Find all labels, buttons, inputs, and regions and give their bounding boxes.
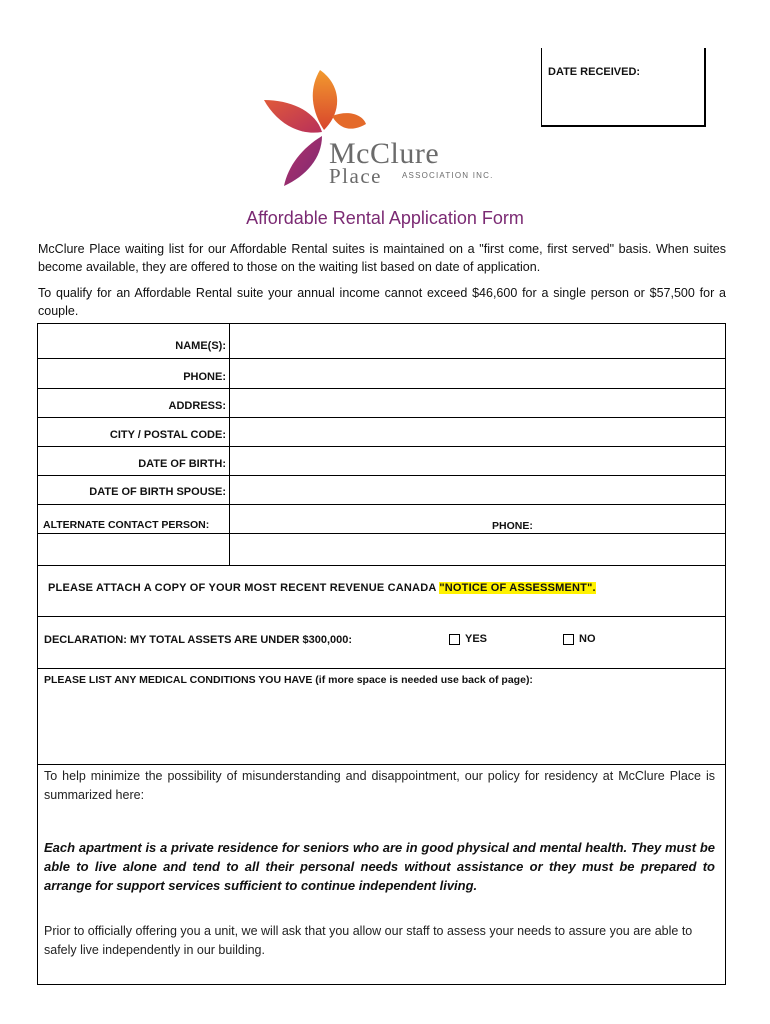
date-received-box[interactable]: [541, 48, 706, 127]
alternate-contact-field[interactable]: [38, 534, 229, 565]
logo-name-line1: McClure: [329, 137, 440, 170]
attach-notice-text: PLEASE ATTACH A COPY OF YOUR MOST RECENT REVENUE CANADA: [48, 582, 440, 594]
declaration-label: DECLARATION: MY TOTAL ASSETS ARE UNDER $300,000:: [44, 634, 353, 646]
dob-spouse-field[interactable]: [230, 476, 725, 504]
intro-paragraph-2: To qualify for an Affordable Rental suite your annual income cannot exceed $46,600 for a single person or $57,500 for a couple.: [38, 286, 726, 318]
row-divider: [38, 504, 725, 505]
phone-field[interactable]: [230, 359, 725, 388]
logo-subtitle: ASSOCIATION INC.: [402, 171, 494, 180]
policy-emphasis: Each apartment is a private residence for seniors who are in good physical and mental health. They must be able to live alone and tend to all their personal needs without assistance or they must be prepared to arrange for support services sufficient to continue independent living.: [44, 840, 715, 893]
policy-intro: To help minimize the possibility of misunderstanding and disappointment, our policy for residency at McClure Place is summarized here:: [44, 769, 715, 802]
checkbox-icon[interactable]: [563, 634, 574, 645]
city-postal-field[interactable]: [230, 418, 725, 446]
no-label: NO: [579, 633, 596, 645]
intro-paragraph-1: McClure Place waiting list for our Affordable Rental suites is maintained on a "first come, first served" basis. When suites become available, they are offered to those on the waiting list based on date of application.: [38, 242, 726, 274]
address-field[interactable]: [230, 389, 725, 417]
medical-conditions-field[interactable]: [44, 690, 719, 760]
logo-name-line2: Place: [329, 164, 382, 188]
city-postal-label: CITY / POSTAL CODE:: [109, 429, 226, 441]
dob-field[interactable]: [230, 447, 725, 475]
checkbox-icon[interactable]: [449, 634, 460, 645]
row-divider: [38, 668, 725, 669]
no-checkbox[interactable]: [563, 633, 596, 645]
names-field[interactable]: [230, 324, 725, 358]
phone-label: PHONE:: [183, 371, 226, 383]
row-divider: [38, 764, 725, 765]
notice-of-assessment-highlight: "NOTICE OF ASSESSMENT".: [439, 582, 596, 594]
alternate-contact-label: ALTERNATE CONTACT PERSON:: [43, 519, 210, 531]
application-form: [37, 323, 726, 985]
date-received-label: DATE RECEIVED:: [548, 66, 641, 78]
medical-conditions-label: PLEASE LIST ANY MEDICAL CONDITIONS YOU HAVE (if more space is needed use back of page):: [44, 674, 533, 686]
form-title: Affordable Rental Application Form: [246, 208, 524, 228]
yes-checkbox[interactable]: [449, 633, 487, 645]
row-divider: [38, 616, 725, 617]
dob-spouse-label: DATE OF BIRTH SPOUSE:: [89, 486, 226, 498]
row-divider: [38, 565, 725, 566]
alternate-phone-label: PHONE:: [492, 520, 533, 532]
address-label: ADDRESS:: [168, 400, 226, 412]
policy-closing: Prior to officially offering you a unit, we will ask that you allow our staff to assess your needs to assure you are able to safely live independently in our building.: [44, 924, 693, 957]
yes-label: YES: [465, 633, 488, 645]
alternate-phone-field[interactable]: [230, 534, 725, 565]
attach-notice: [48, 582, 596, 594]
names-label: NAME(S):: [175, 340, 226, 352]
dob-label: DATE OF BIRTH:: [138, 458, 226, 470]
